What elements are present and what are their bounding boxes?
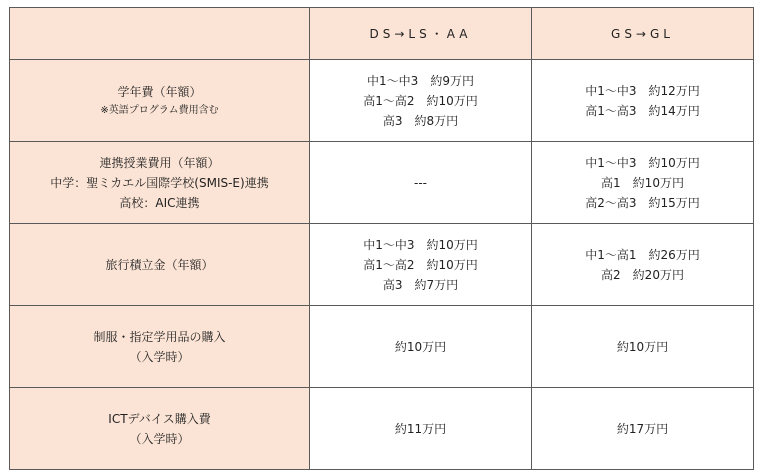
row-label-cell bbox=[10, 306, 310, 388]
row-label: （入学時） bbox=[129, 349, 190, 364]
value-line: 約10万円 bbox=[616, 339, 669, 354]
header-ds-ls-aa: DS→LS・AA bbox=[310, 8, 532, 60]
table-row-travel-savings bbox=[10, 224, 754, 306]
row-label: 連携授業費用（年額） bbox=[99, 155, 220, 170]
value-line: 約11万円 bbox=[394, 421, 447, 436]
value-line: 中1～中3 約9万円 bbox=[367, 73, 474, 88]
row-label: 旅行積立金（年額） bbox=[105, 257, 214, 272]
row-label: （入学時） bbox=[129, 431, 190, 446]
value-line: 高3 約8万円 bbox=[382, 113, 459, 128]
row-label: 中学：聖ミカエル国際学校(SMIS-E)連携 bbox=[50, 175, 269, 190]
header-corner-cell bbox=[10, 8, 310, 60]
row-label-cell bbox=[10, 60, 310, 142]
value-line: 中1～中3 約12万円 bbox=[585, 83, 700, 98]
value-cell-ds-ls-aa bbox=[310, 60, 532, 142]
row-label: 学年費（年額） bbox=[117, 84, 202, 99]
value-line: 中1～高1 約26万円 bbox=[585, 247, 700, 262]
fee-table bbox=[9, 7, 754, 470]
value-cell-gs-gl bbox=[532, 306, 754, 388]
value-cell-ds-ls-aa bbox=[310, 142, 532, 224]
table-row-annual-school-fee bbox=[10, 60, 754, 142]
row-label-cell bbox=[10, 224, 310, 306]
value-line: 約17万円 bbox=[616, 421, 669, 436]
row-label: 高校：AIC連携 bbox=[119, 195, 200, 210]
table-row-partnership-class-fee bbox=[10, 142, 754, 224]
value-cell-gs-gl bbox=[532, 224, 754, 306]
value-line: 高1～高2 約10万円 bbox=[363, 93, 478, 108]
value-line: 中1～中3 約10万円 bbox=[363, 237, 478, 252]
header-row bbox=[10, 8, 754, 60]
value-line: 高1～高2 約10万円 bbox=[363, 257, 478, 272]
value-cell-gs-gl bbox=[532, 60, 754, 142]
table-row-ict-device bbox=[10, 388, 754, 470]
row-label-cell bbox=[10, 388, 310, 470]
value-line: --- bbox=[414, 175, 427, 190]
value-cell-gs-gl bbox=[532, 142, 754, 224]
value-line: 高2 約20万円 bbox=[601, 267, 684, 282]
value-cell-gs-gl bbox=[532, 388, 754, 470]
value-line: 約10万円 bbox=[394, 339, 447, 354]
row-note: ※英語プログラム費用含む bbox=[100, 104, 219, 116]
value-cell-ds-ls-aa bbox=[310, 306, 532, 388]
value-line: 高1 約10万円 bbox=[601, 175, 684, 190]
row-label: 制服・指定学用品の購入 bbox=[93, 329, 226, 344]
value-line: 高1～高3 約14万円 bbox=[585, 103, 700, 118]
table-row-uniform-supplies bbox=[10, 306, 754, 388]
value-line: 高2～高3 約15万円 bbox=[585, 195, 700, 210]
header-gs-gl: GS→GL bbox=[532, 8, 754, 60]
value-cell-ds-ls-aa bbox=[310, 224, 532, 306]
value-line: 高3 約7万円 bbox=[382, 277, 459, 292]
value-line: 中1～中3 約10万円 bbox=[585, 155, 700, 170]
row-label: ICTデバイス購入費 bbox=[108, 411, 211, 426]
row-label-cell bbox=[10, 142, 310, 224]
value-cell-ds-ls-aa bbox=[310, 388, 532, 470]
